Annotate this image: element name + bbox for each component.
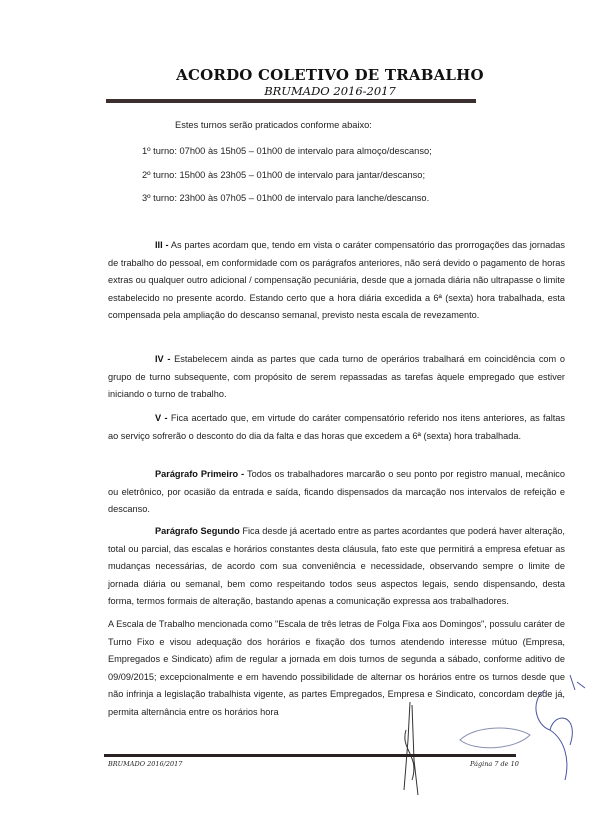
- clause-label: III -: [155, 240, 169, 250]
- clause-text: Todos os trabalhadores marcarão o seu ponto por registro manual, mecânico ou eletrônico, por ocasião da entrada e saída, ficando dispensados da marcação nos intervalos de refeição e descanso.: [108, 469, 565, 515]
- clause-label: IV -: [155, 354, 171, 364]
- clause-label: Parágrafo Primeiro -: [155, 469, 245, 479]
- clause-text: Fica desde já acertado entre as partes acordantes que poderá haver alteração, total ou parcial, das escalas e horários constantes desta cláusula, fato este que permitirá a empresa efetuar as mudanças necessárias, de acordo com sua conveniência e necessidade, observando sempre o limite de jornada diária ou semanal, bem como respeitando todos seus aspectos legais, sendo dispensando, desta forma, termos formais de alteração, bastando apenas a comunicação expressa aos trabalhadores.: [108, 526, 565, 607]
- clause-iii: [108, 237, 565, 325]
- footer-left: BRUMADO 2016/2017: [108, 760, 183, 768]
- signature-mark: [390, 700, 430, 800]
- paragrafo-primeiro: [108, 466, 565, 519]
- document-title: ACORDO COLETIVO DE TRABALHO: [176, 66, 484, 84]
- document-subtitle: BRUMADO 2016-2017: [264, 84, 396, 98]
- clause-text: As partes acordam que, tendo em vista o caráter compensatório das prorrogações das jornadas de trabalho do pessoal, em conformidade com os parágrafos anteriores, não será devido o pagamento de horas extras ou qualquer outro adicional / compensação pecuniária, desde que a jornada diária não ultrapasse o limite estabelecido no presente acordo. Estando certo que a hora diária excedida a 6ª (sexta) hora trabalhada, esta compensada pela ampliação do descanso semanal, previsto nesta escala de revezamento.: [108, 240, 565, 321]
- clause-text: Estabelecem ainda as partes que cada turno de operários trabalhará em coincidência com o grupo de turno subsequente, com propósito de serem repassadas as tarefas àquele empregado que estiver iniciando o turno de trabalho.: [108, 354, 565, 400]
- final-paragraph: A Escala de Trabalho mencionada como "Escala de três letras de Folga Fixa aos Domingos", possulu caráter de Turno Fixo e visou adequação dos horários e fixação dos turnos atendendo interesse mútuo (Empresa, Empregados e Sindicato) afim de regular a jornada em dois turnos de segunda a sábado, conforme aditivo de 09/09/2015; excepcionalmente e em havendo possibilidade de alternar os horários entre os turnos desde que não infrinja a legislação trabalhista vigente, as partes Empregados, Empresa e Sindicato, concordam desde já, permita alternância entre os horários hora: [108, 619, 565, 717]
- shift-item: 3º turno: 23h00 às 07h05 – 01h00 de intervalo para lanche/descanso.: [142, 193, 430, 203]
- clause-label: Parágrafo Segundo: [155, 526, 240, 536]
- footer-rule: [104, 754, 516, 757]
- shifts-intro: Estes turnos serão praticados conforme abaixo:: [175, 120, 372, 130]
- clause-v: [108, 410, 565, 445]
- paragrafo-segundo: [108, 523, 565, 611]
- signature-mark-blue: [525, 670, 595, 785]
- shift-item: 2º turno: 15h00 às 23h05 – 01h00 de intervalo para jantar/descanso;: [142, 170, 426, 180]
- clause-label: V -: [155, 413, 168, 423]
- shift-item: 1º turno: 07h00 às 15h05 – 01h00 de intervalo para almoço/descanso;: [142, 146, 432, 156]
- header-rule: [106, 99, 476, 103]
- clause-iv: [108, 351, 565, 404]
- page-number: Página 7 de 10: [470, 760, 519, 768]
- clause-text: Fica acertado que, em virtude do caráter compensatório referido nos itens anteriores, as faltas ao serviço sofrerão o desconto do dia da falta e das horas que excedem a 6ª (sexta) hora trabalhada.: [108, 413, 565, 441]
